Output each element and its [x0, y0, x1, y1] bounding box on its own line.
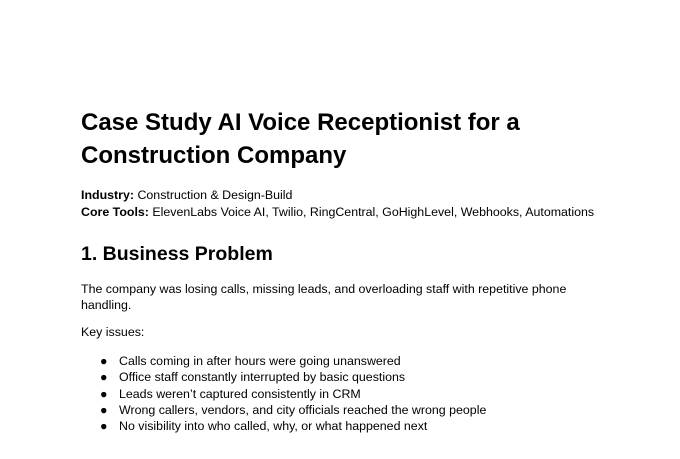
list-item-text: Leads weren’t captured consistently in CRM — [119, 386, 361, 401]
document-title: Case Study AI Voice Receptionist for a Construction Company — [81, 109, 520, 169]
list-item — [81, 402, 641, 418]
key-issues-list — [81, 353, 641, 434]
list-item-text: Wrong callers, vendors, and city officials reached the wrong people — [119, 402, 487, 417]
document-meta — [81, 187, 641, 221]
section-heading-business-problem: 1. Business Problem — [81, 243, 273, 265]
list-item — [81, 386, 641, 402]
key-issues-label: Key issues: — [81, 325, 145, 339]
list-item-text: No visibility into who called, why, or what happened next — [119, 419, 428, 434]
bullet-icon: ● — [100, 386, 108, 401]
meta-core-tools-value: ElevenLabs Voice AI, Twilio, RingCentral, GoHighLevel, Webhooks, Automations — [152, 205, 595, 219]
list-item — [81, 418, 641, 434]
bullet-icon: ● — [100, 370, 108, 385]
list-item — [81, 369, 641, 385]
meta-core-tools — [81, 204, 641, 221]
meta-industry-label: Industry: — [81, 188, 135, 202]
list-item-text: Calls coming in after hours were going unanswered — [119, 354, 401, 368]
business-problem-paragraph: The company was losing calls, missing leads, and overloading staff with repetitive phone handling. — [81, 282, 567, 312]
bullet-icon: ● — [100, 402, 108, 417]
list-item — [81, 353, 641, 369]
list-item-text: Office staff constantly interrupted by basic questions — [119, 370, 406, 385]
meta-industry — [81, 187, 641, 204]
meta-industry-value: Construction & Design-Build — [137, 188, 293, 202]
meta-core-tools-label: Core Tools: — [81, 205, 149, 219]
bullet-icon: ● — [100, 419, 108, 434]
bullet-icon: ● — [100, 354, 108, 368]
document-page — [81, 106, 641, 434]
